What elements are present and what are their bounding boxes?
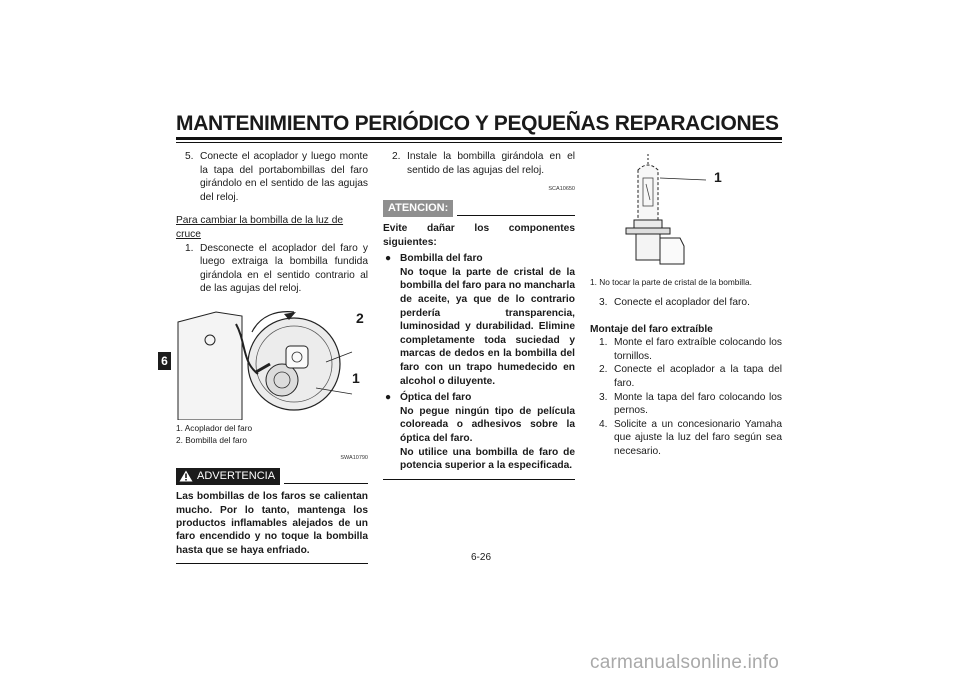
step-number: 3.: [599, 391, 608, 403]
step-number: 1.: [185, 242, 194, 254]
bullet-title: Óptica del faro: [400, 392, 472, 404]
caption-item: 2. Bombilla del faro: [176, 434, 248, 445]
step-text: Conecte el acoplador del faro.: [614, 297, 750, 308]
step-text: Conecte el acoplador a la tapa del faro.: [614, 364, 782, 389]
install-step-2: [590, 363, 782, 390]
warning-label: ADVERTENCIA: [197, 469, 276, 482]
attention-intro: Evite dañar los componentes siguientes:: [383, 223, 575, 248]
step-number: 1.: [599, 337, 608, 349]
step-number: 4.: [599, 418, 608, 430]
callout-2: 2: [356, 309, 364, 326]
bullet-text: No utilice una bombilla de faro de potencia superior a la especificada.: [400, 446, 575, 472]
header-rule-thin: [176, 142, 782, 143]
step-text: Monte la tapa del faro colocando los pernos.: [614, 391, 782, 417]
install-step-1: [590, 336, 782, 363]
step-3: [590, 296, 782, 310]
install-step-4: [590, 418, 782, 459]
caption-item: 1. Acoplador del faro: [176, 422, 253, 433]
page-title: MANTENIMIENTO PERIÓDICO Y PEQUEÑAS REPARACIONES: [176, 112, 779, 135]
attention-badge: ATENCION:: [383, 200, 453, 218]
warning-end-rule: [176, 563, 368, 564]
reference-code: SWA10790: [340, 454, 368, 461]
step-5: [176, 150, 368, 204]
attention-rule: [457, 215, 575, 216]
warning-badge: [176, 468, 280, 486]
watermark-link[interactable]: carmanualsonline.info: [590, 652, 780, 673]
attention-header: [383, 200, 575, 218]
attention-bullet-2: [383, 391, 575, 473]
step-2: [383, 150, 575, 177]
figure-caption: [176, 422, 368, 446]
warning-text: Las bombillas de los faros se calientan mucho. Por lo tanto, mantenga los productos inflamables alejados de un faro encendido y no toque la bombilla hasta que se haya enfriado.: [176, 491, 368, 556]
warning-rule: [284, 483, 368, 484]
step-text: Conecte el acoplador y luego monte la tapa del portabombillas del faro girándolo en el sentido de las agujas del reloj.: [200, 151, 368, 203]
step-text: Solicite a un concesionario Yamaha que ajuste la luz del faro según sea necesario.: [614, 418, 782, 457]
bullet-text: No toque la parte de cristal de la bombilla del faro para no mancharla de aceite, ya que de lo contrario perdería transparencia, luminosidad y durabilidad. Elimine completamente toda suciedad y marcas de dedos en la bombilla del faro con un trapo humedecido en alcohol o diluyente.: [400, 266, 575, 387]
install-step-3: [590, 391, 782, 418]
figure-caption: 1. No tocar la parte de cristal de la bombilla.: [590, 277, 752, 287]
page-number: 6-26: [470, 552, 491, 563]
column-2: [383, 150, 575, 480]
bullet-text: No pegue ningún tipo de película coloreada o adhesivos sobre la óptica del faro.: [400, 405, 575, 444]
step-number: 3.: [599, 297, 608, 308]
step-text: Instale la bombilla girándola en el sentido de las agujas del reloj.: [407, 151, 575, 176]
reference-code: SCA10650: [548, 186, 575, 193]
warning-header: [176, 468, 368, 486]
bullet-title: Bombilla del faro: [400, 253, 483, 265]
step-number: 2.: [392, 151, 401, 162]
callout-1: 1: [352, 369, 360, 386]
step-number: 2.: [599, 364, 608, 376]
headlight-coupler-figure: [176, 302, 368, 420]
step-text: Monte el faro extraíble colocando los tornillos.: [614, 337, 782, 362]
attention-bullet-1: [383, 252, 575, 388]
bulb-figure: [590, 150, 782, 274]
headlight-bulb-illustration: [590, 150, 782, 274]
chapter-tab: 6: [158, 352, 171, 370]
header-rule: [176, 137, 782, 140]
section-heading: Montaje del faro extraíble: [590, 323, 713, 335]
bullet-dot-icon: ●: [385, 392, 392, 404]
step-number: 5.: [185, 151, 194, 162]
warning-triangle-icon: [179, 470, 193, 482]
attention-end-rule: [383, 479, 575, 480]
column-3: [590, 150, 782, 459]
callout-1: 1: [714, 169, 722, 185]
bullet-dot-icon: ●: [385, 253, 392, 265]
section-heading: Para cambiar la bombilla de la luz de cruce: [176, 215, 344, 240]
headlight-assembly-illustration: [176, 302, 368, 420]
step-1: [176, 242, 368, 296]
column-1: [176, 150, 368, 564]
step-text: Desconecte el acoplador del faro y luego extraiga la bombilla fundida girándola en el sentido contrario al de las agujas del reloj.: [200, 242, 368, 295]
